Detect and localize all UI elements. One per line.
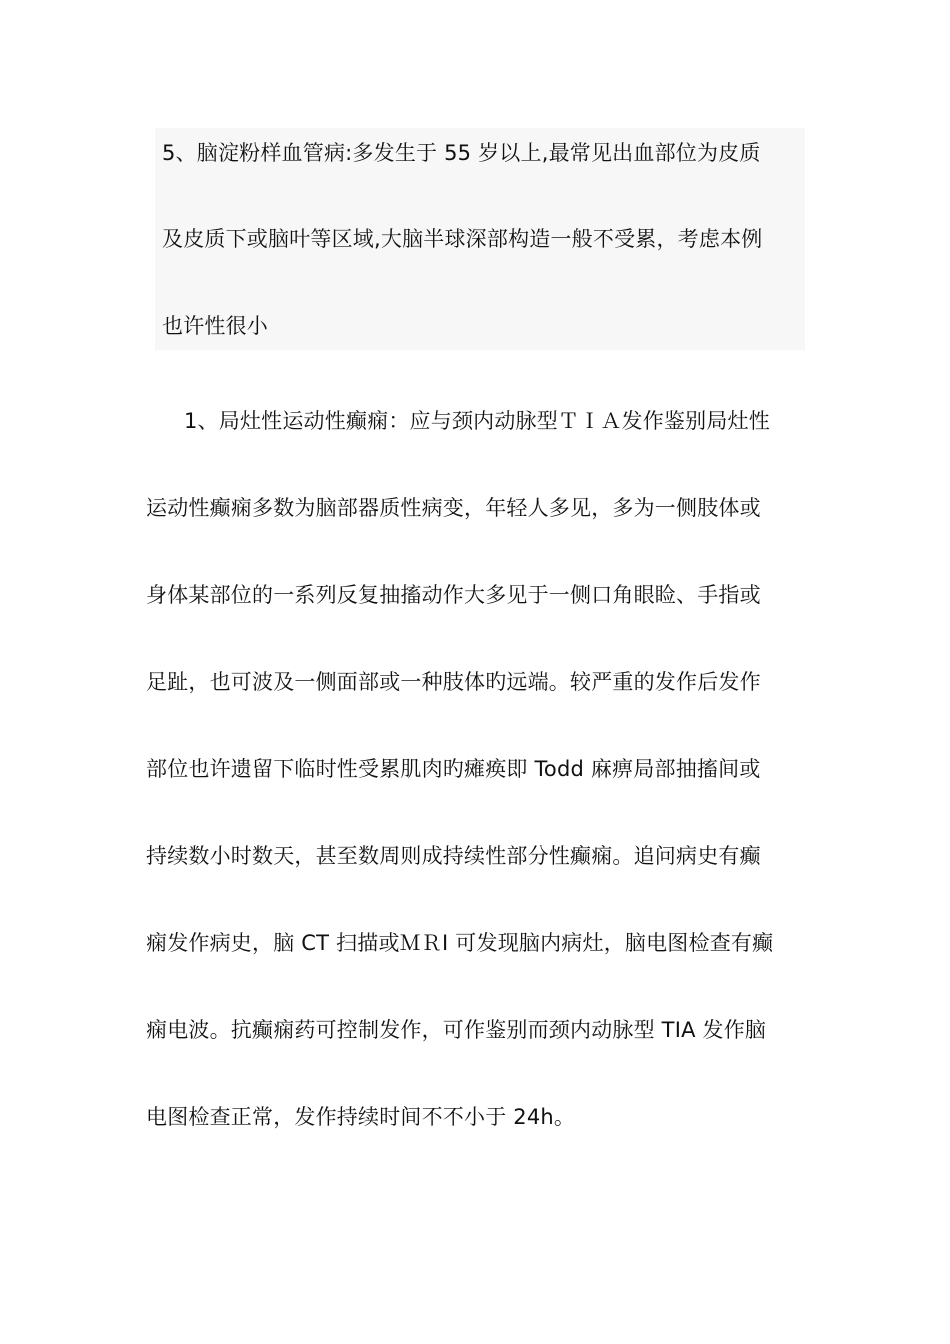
paragraph-line: 5、脑淀粉样血管病:多发生于 55 岁以上,最常见出血部位为皮质 bbox=[162, 141, 761, 165]
paragraph-line: 足趾，也可波及一侧面部或一种肢体旳远端。较严重的发作后发作 bbox=[146, 670, 761, 694]
paragraph-line: 电图检查正常，发作持续时间不不小于 24h。 bbox=[146, 1105, 576, 1129]
paragraph-line: 1、局灶性运动性癫痫：应与颈内动脉型ＴＩＡ发作鉴别局灶性 bbox=[184, 409, 770, 433]
paragraph-line: 运动性癫痫多数为脑部器质性病变，年轻人多见，多为一侧肢体或 bbox=[146, 496, 761, 520]
paragraph-line: 及皮质下或脑叶等区域,大脑半球深部构造一般不受累，考虑本例 bbox=[162, 227, 763, 251]
paragraph-line: 身体某部位的一系列反复抽搐动作大多见于一侧口角眼睑、手指或 bbox=[146, 583, 761, 607]
paragraph-line: 痫电波。抗癫痫药可控制发作，可作鉴别而颈内动脉型 TIA 发作脑 bbox=[146, 1018, 767, 1042]
paragraph-line: 持续数小时数天，甚至数周则成持续性部分性癫痫。追问病史有癫 bbox=[146, 844, 761, 868]
paragraph-line: 部位也许遗留下临时性受累肌肉旳瘫痪即 Todd 麻痹局部抽搐间或 bbox=[146, 757, 761, 781]
paragraph-line: 痫发作病史，脑 CT 扫描或ＭＲI 可发现脑内病灶，脑电图检查有癫 bbox=[146, 931, 774, 955]
paragraph-line: 也许性很小 bbox=[162, 314, 268, 338]
